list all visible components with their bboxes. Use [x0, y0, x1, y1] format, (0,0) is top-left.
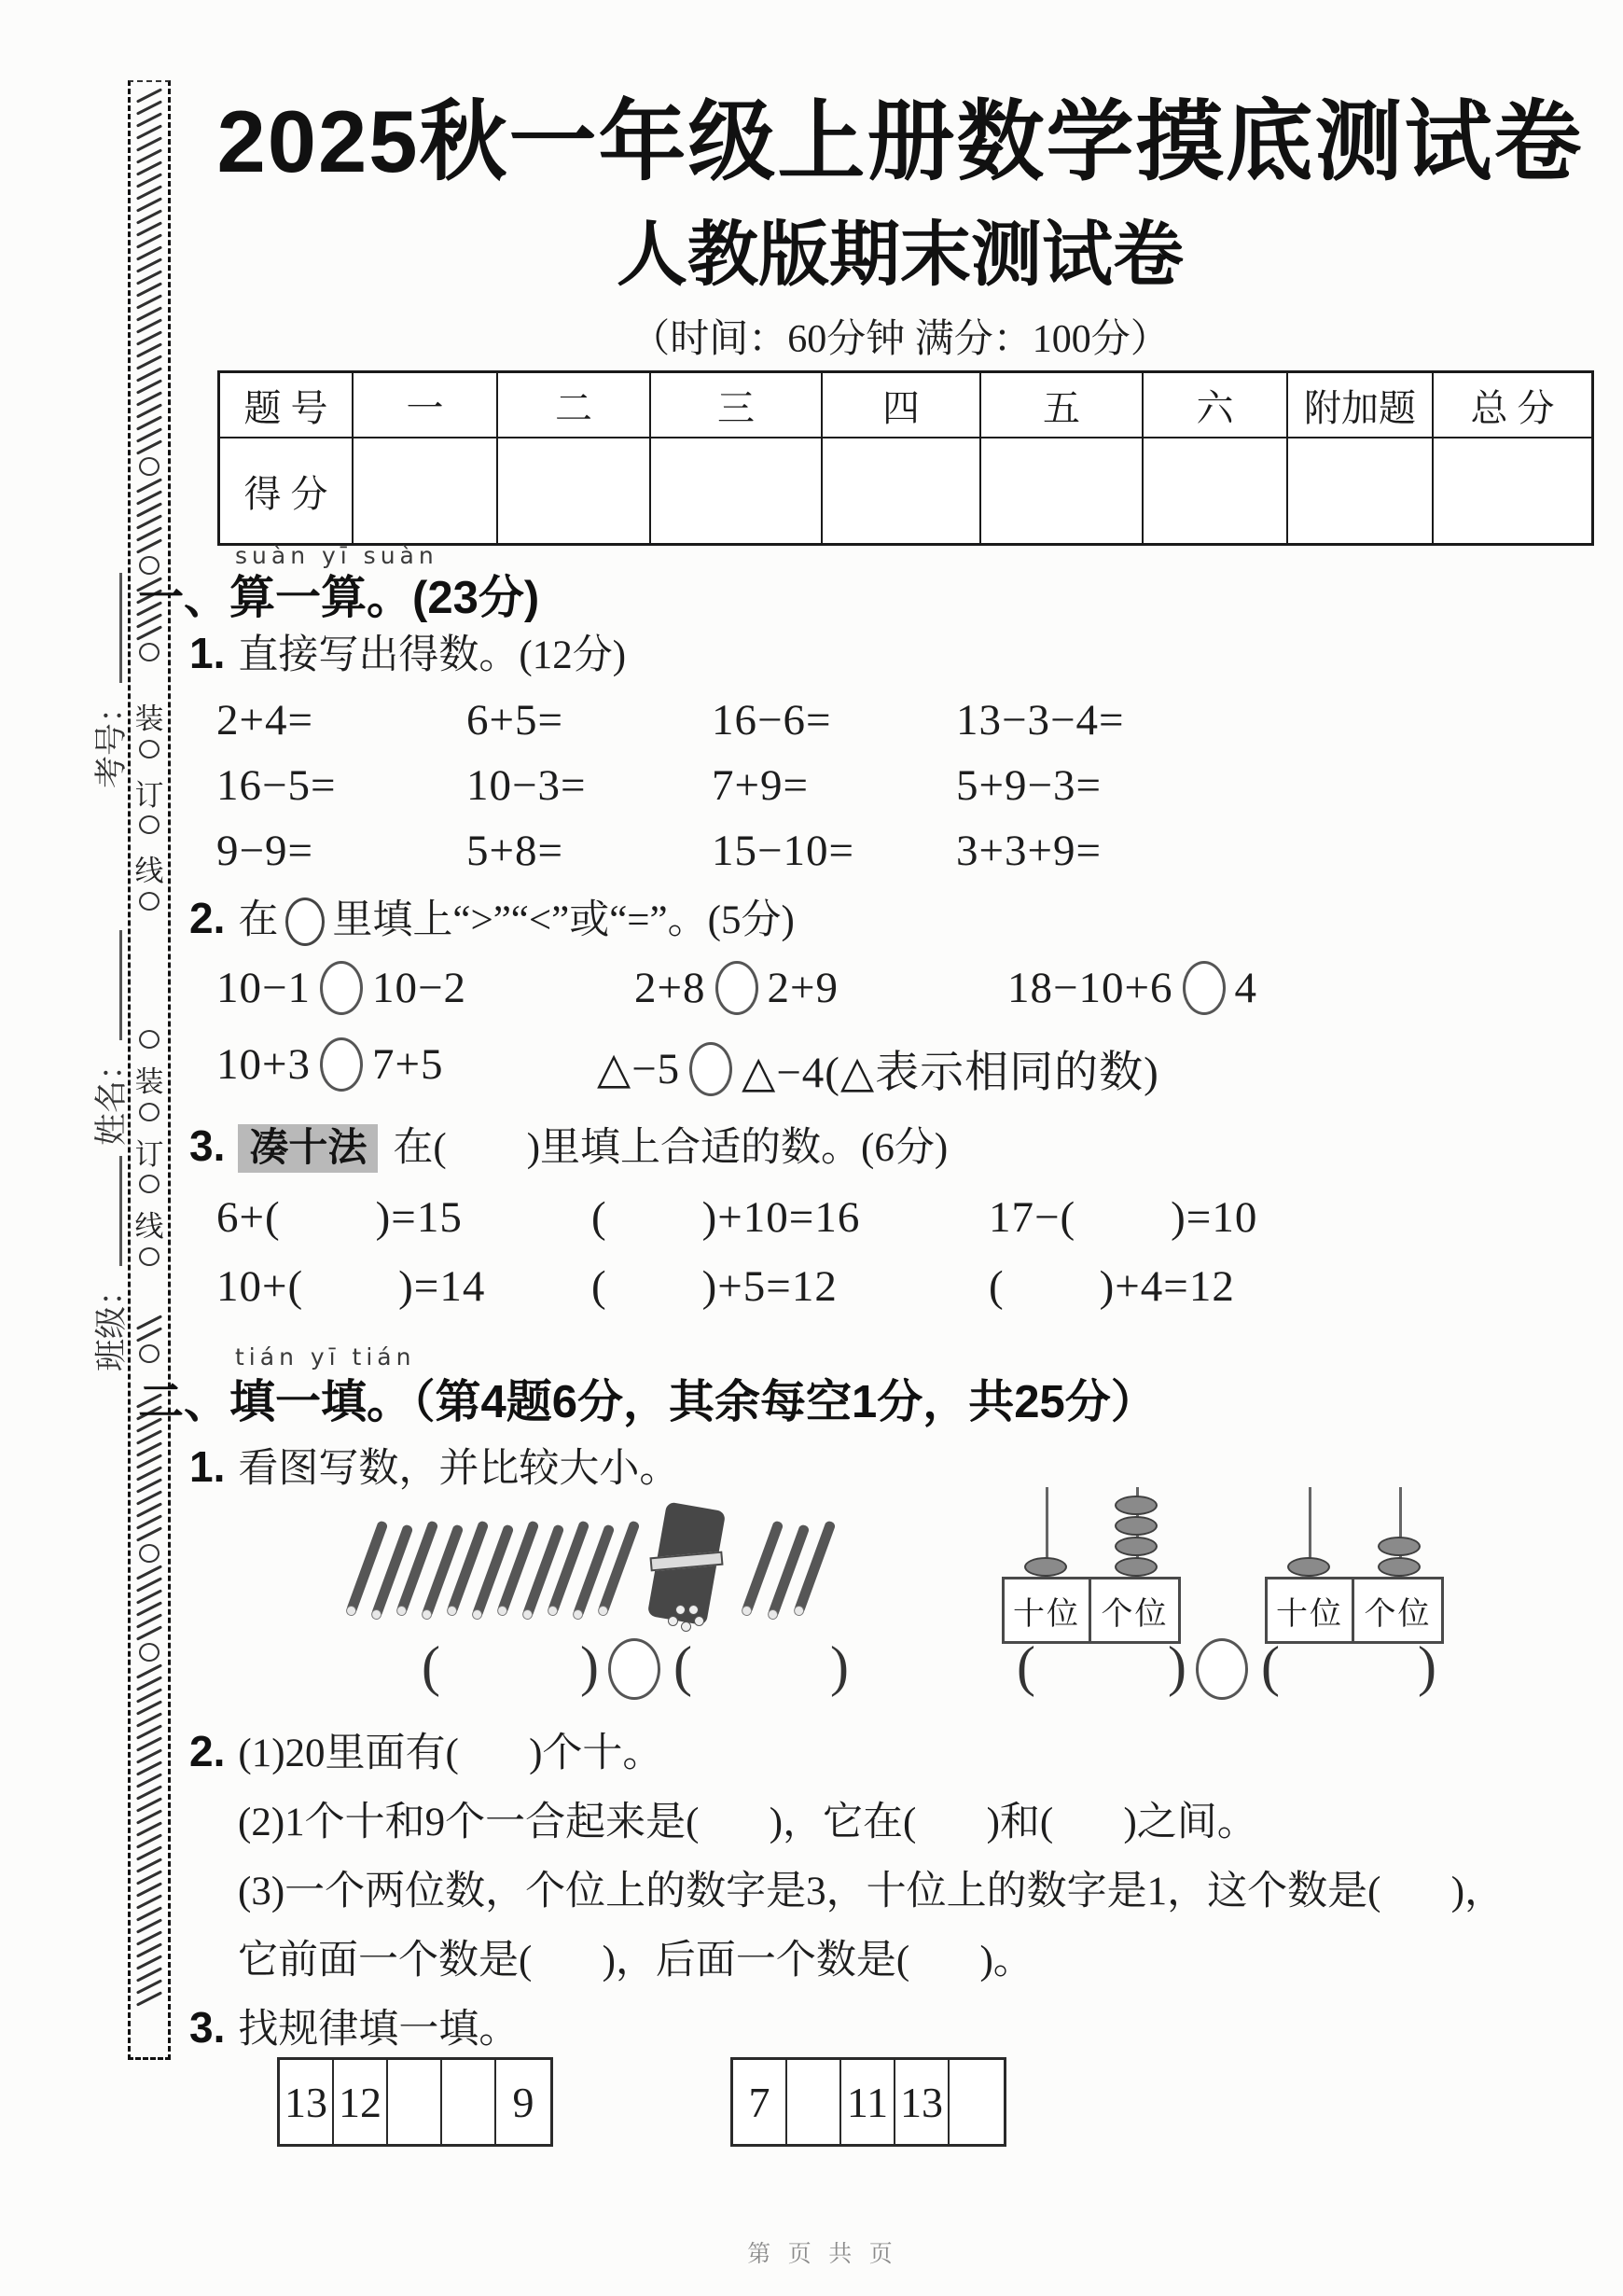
abacus-compare-line — [1017, 1635, 1455, 1709]
number-sequence-table-right — [730, 2057, 1006, 2147]
binding-circle-mark — [139, 1544, 160, 1563]
equation: 5+8= — [466, 827, 564, 875]
fill-blank-equation: 6+( )=15 — [216, 1193, 463, 1242]
binding-circle-mark — [139, 643, 160, 661]
binding-line-char: 订 — [134, 1137, 164, 1171]
sequence-cell — [442, 2060, 496, 2144]
abacus-bead — [1287, 1557, 1330, 1577]
s2-q3-number: 3. — [189, 2003, 226, 2052]
answer-circle — [715, 961, 758, 1015]
class-field — [86, 1156, 132, 1371]
score-table-header-cell: 附加题 — [1288, 373, 1434, 438]
equation: 9−9= — [216, 827, 314, 875]
s2-q1-number: 1. — [189, 1442, 226, 1491]
page-footer: 第 页 共 页 — [747, 2242, 895, 2267]
place-value-abacus-1 — [1002, 1495, 1181, 1644]
binding-strip — [128, 80, 171, 2060]
blank-paren: ( — [1261, 1635, 1280, 1697]
student-name-blank-line — [119, 930, 122, 1040]
blank-paren: ( — [1017, 1635, 1035, 1697]
equation-row — [216, 695, 1125, 760]
s2-q1-text: 看图写数，并比较大小。 — [238, 1447, 680, 1491]
binding-slash-mark — [136, 625, 162, 640]
compare-left-expr: 10+3 — [216, 1040, 312, 1089]
sequence-cell: 7 — [733, 2060, 787, 2144]
score-table-header-cell: 五 — [981, 373, 1144, 438]
page-subtitle: 人教版期末测试卷 — [617, 216, 1184, 295]
section1-title-word: 算一算 — [229, 573, 368, 623]
equation: 13−3−4= — [956, 696, 1125, 744]
section1-pinyin: suàn yī suàn — [235, 542, 438, 569]
section2-pinyin: tián yī tián — [235, 1343, 416, 1371]
score-table-header-cell: 三 — [651, 373, 823, 438]
score-table-header-cell: 四 — [823, 373, 981, 438]
binding-slash-mark — [136, 1526, 162, 1541]
compare-left-expr: 18−10+6 — [1007, 964, 1173, 1012]
s2-q2-line3: (3)一个两位数，个位上的数字是3，十位上的数字是1，这个数是( )， — [238, 1870, 1505, 1913]
score-empty-cell — [354, 438, 498, 543]
compare-right-expr: 10−2 — [372, 964, 467, 1012]
abacus-bead — [1115, 1537, 1158, 1556]
compare-group — [1007, 961, 1257, 1015]
blank-paren: ( — [422, 1635, 440, 1697]
equation-row — [216, 826, 1125, 891]
score-empty-cell — [651, 438, 823, 543]
abacus-bead — [1378, 1537, 1421, 1556]
sticks-compare-line — [422, 1635, 860, 1709]
score-table-header-row — [220, 373, 1591, 438]
bundle-stick-end — [668, 1616, 678, 1626]
score-table-header-cell: 总分 — [1434, 373, 1591, 438]
class-blank-line — [119, 1156, 122, 1266]
compare-group — [634, 961, 839, 1015]
binding-line-char: 装 — [134, 1065, 164, 1098]
page-title: 2025秋一年级上册数学摸底测试卷 — [216, 92, 1584, 190]
sequence-cell: 9 — [512, 2078, 534, 2126]
sequence-cell: 11 — [841, 2060, 895, 2144]
fill-blank-equation: 10+( )=14 — [216, 1262, 486, 1311]
place-value-cell: 十位 — [1002, 1577, 1091, 1644]
abacus-bead — [1024, 1557, 1067, 1577]
answer-circle — [320, 961, 363, 1015]
equation-row — [216, 760, 1125, 826]
compare-left-expr: △−5 — [597, 1045, 681, 1093]
compare-row-1 — [216, 961, 1522, 1023]
compare-row-2 — [216, 1037, 1522, 1099]
equation: 16−5= — [216, 761, 337, 810]
compare-group — [597, 1037, 1159, 1100]
compare-left-expr: 2+8 — [634, 964, 706, 1012]
binding-circle-mark — [139, 1247, 160, 1266]
compare-right-expr: 2+9 — [767, 964, 839, 1012]
score-empty-cell — [823, 438, 981, 543]
section1-heading — [138, 562, 539, 627]
score-table — [217, 370, 1594, 546]
score-table-score-row — [220, 438, 1591, 543]
s1-q1-heading — [189, 623, 626, 680]
fill-blank-equation: ( )+10=16 — [591, 1193, 861, 1242]
s1-q2-number: 2. — [189, 894, 226, 942]
score-empty-cell — [981, 438, 1144, 543]
sequence-cell — [950, 2060, 1004, 2144]
s2-q2-line1 — [189, 1721, 662, 1778]
section1-number: 一、 — [138, 573, 230, 623]
compare-right-expr: △−4(△表示相同的数) — [742, 1049, 1159, 1097]
abacus-rods — [1265, 1495, 1444, 1577]
s1-q1-number: 1. — [189, 629, 226, 677]
binding-slash-mark — [136, 538, 162, 553]
binding-slash-mark — [136, 1327, 162, 1342]
section2-number: 二、 — [138, 1377, 230, 1427]
exam-number-field — [86, 573, 132, 788]
abacus-bead — [1115, 1516, 1158, 1536]
class-label: 班级： — [93, 1273, 130, 1371]
score-empty-cell — [1434, 438, 1591, 543]
blank-paren: ) — [580, 1635, 599, 1697]
s1-q3-heading — [189, 1116, 948, 1173]
answer-circle — [320, 1037, 363, 1092]
binding-circle-mark — [139, 892, 160, 911]
sequence-cell — [787, 2060, 841, 2144]
binding-circle-mark — [139, 1175, 160, 1193]
blank-paren: ) — [1168, 1635, 1186, 1697]
score-table-header-cell: 一 — [354, 373, 498, 438]
score-label-cell: 得分 — [220, 438, 354, 543]
s2-q2-number: 2. — [189, 1727, 226, 1775]
bundle-stick-end — [688, 1605, 699, 1615]
calc-equations — [216, 695, 1125, 891]
blank-paren: ( — [673, 1635, 692, 1697]
exam-number-blank-line — [119, 573, 122, 683]
s1-q1-text: 直接写出得数。(12分) — [238, 633, 627, 677]
blank-paren: ) — [1418, 1635, 1436, 1697]
equation: 2+4= — [216, 696, 314, 744]
s1-q2-text-post: 里填上“>”“<”或“=”。(5分) — [332, 898, 795, 942]
binding-circle-mark — [139, 1643, 160, 1662]
sequence-cell: 13 — [280, 2060, 334, 2144]
equation: 7+9= — [712, 761, 810, 810]
fill-blank-equation: 17−( )=10 — [989, 1193, 1258, 1242]
answer-circle — [689, 1042, 732, 1096]
s1-q3-number: 3. — [189, 1121, 226, 1170]
place-value-cell: 十位 — [1265, 1577, 1354, 1644]
compare-right-expr: 4 — [1234, 964, 1258, 1012]
equation: 3+3+9= — [956, 827, 1103, 875]
s2-q3-text: 找规律填一填。 — [238, 2008, 520, 2052]
s2-q1-heading — [189, 1437, 679, 1494]
place-value-abacus-2 — [1265, 1495, 1444, 1644]
abacus-bead — [1115, 1557, 1158, 1577]
answer-circle — [608, 1638, 660, 1700]
stick-bundle — [657, 1506, 741, 1636]
section2-points: 。（第4题6分，其余每空1分，共25分） — [367, 1377, 1157, 1427]
binding-line-char: 装 — [134, 703, 164, 735]
answer-circle — [1183, 961, 1226, 1015]
sequence-cell: 12 — [334, 2060, 388, 2144]
equation: 16−6= — [712, 696, 832, 744]
bundle-stick-end — [681, 1621, 691, 1632]
compare-circle-icon — [285, 898, 325, 946]
fill-blank-equation: ( )+5=12 — [591, 1262, 838, 1311]
s1-q3-text: 在( )里填上合适的数。(6分) — [393, 1126, 949, 1170]
equation: 10−3= — [466, 761, 587, 810]
score-empty-cell — [498, 438, 651, 543]
binding-slash-mark — [136, 1991, 162, 2006]
binding-circle-mark — [139, 740, 160, 758]
loose-sticks-beside-bundle — [757, 1519, 869, 1631]
s2-q3-heading — [189, 1997, 519, 2054]
abacus-bead — [1115, 1496, 1158, 1515]
compare-right-expr: 7+5 — [372, 1040, 444, 1089]
binding-line-char: 订 — [134, 778, 164, 812]
blank-paren: ) — [830, 1635, 849, 1697]
fill-blank-equation: ( )+4=12 — [989, 1262, 1235, 1311]
s2-q2-text1: (1)20里面有( )个十。 — [238, 1732, 663, 1775]
score-table-header-cell: 题号 — [220, 373, 354, 438]
fill-row-1 — [216, 1192, 1522, 1248]
equation: 6+5= — [466, 696, 564, 744]
s1-q2-heading — [189, 888, 795, 946]
equation: 15−10= — [712, 827, 855, 875]
equation: 5+9−3= — [956, 761, 1103, 810]
binding-circle-mark — [139, 1030, 160, 1049]
exam-number-label: 考号： — [93, 689, 130, 788]
binding-circle-mark — [139, 1344, 160, 1363]
fill-row-2 — [216, 1261, 1522, 1317]
bundle-stick-end — [694, 1616, 704, 1626]
bundle-stick-end — [675, 1605, 686, 1615]
binding-circle-mark — [139, 1103, 160, 1121]
binding-slash-mark — [136, 1625, 162, 1640]
answer-circle — [1196, 1638, 1248, 1700]
place-value-cell: 个位 — [1091, 1577, 1181, 1644]
compare-group — [216, 961, 466, 1015]
student-name-label: 姓名： — [93, 1047, 130, 1146]
section2-title-word: 填一填 — [229, 1377, 368, 1427]
score-empty-cell — [1288, 438, 1434, 543]
loose-sticks-group — [362, 1519, 670, 1631]
sequence-cell: 13 — [895, 2060, 950, 2144]
compare-group — [216, 1037, 444, 1092]
abacus-bead — [1378, 1557, 1421, 1577]
student-name-field — [86, 930, 132, 1146]
compare-left-expr: 10−1 — [216, 964, 312, 1012]
score-table-header-cell: 六 — [1144, 373, 1288, 438]
section1-points: 。(23分) — [367, 573, 540, 623]
s2-q2-line4: 它前面一个数是( )，后面一个数是( )。 — [238, 1939, 1033, 1983]
number-sequence-table-left — [277, 2057, 553, 2147]
sequence-cell — [388, 2060, 442, 2144]
binding-slash-mark — [136, 439, 162, 454]
binding-circle-mark — [139, 457, 160, 476]
abacus-rods — [1002, 1495, 1181, 1577]
s2-q2-line2: (2)1个十和9个一合起来是( )，它在( )和( )之间。 — [238, 1801, 1257, 1844]
score-empty-cell — [1144, 438, 1288, 543]
time-score-info: （时间：60分钟 满分：100分） — [631, 318, 1170, 361]
section2-heading — [138, 1366, 1157, 1431]
binding-line-char: 线 — [134, 1210, 164, 1244]
place-value-cell: 个位 — [1354, 1577, 1444, 1644]
s1-q2-text-pre: 在 — [238, 898, 279, 942]
binding-circle-mark — [139, 815, 160, 834]
method-tag: 凑十法 — [238, 1124, 378, 1173]
binding-line-char: 线 — [134, 855, 164, 888]
score-table-header-cell: 二 — [498, 373, 651, 438]
